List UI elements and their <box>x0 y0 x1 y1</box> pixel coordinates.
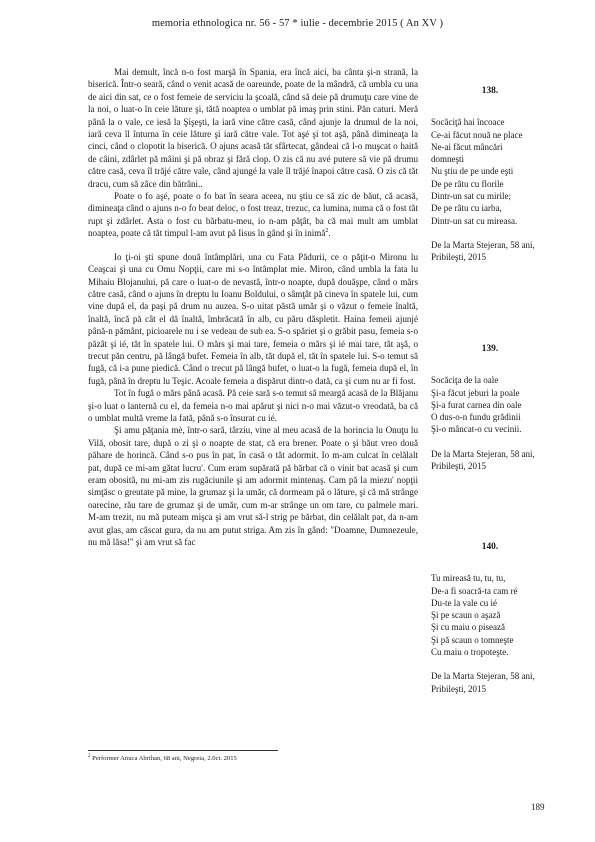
song-source: De la Marta Stejeran, 58 ani, Pribileşti, 2015 <box>431 239 535 263</box>
lyric-line: Tu mireasă tu, tu, tu, <box>431 573 506 584</box>
footnote <box>88 753 418 763</box>
song-source: De la Marta Stejeran, 58 ani, Pribileşti, 2015 <box>431 448 535 472</box>
song-lyrics <box>431 374 549 435</box>
song-number: 140. <box>481 542 499 552</box>
lyric-line: Şi pe scaun o aşază <box>431 610 501 621</box>
lyric-line: Nu ştiu de pe unde eşti <box>431 166 514 177</box>
running-header: memoria ethnologica nr. 56 - 57 * iulie - decembrie 2015 ( An XV ) <box>151 18 444 29</box>
song-139 <box>431 343 549 472</box>
footnote-text: Performer Anuca Abrihan, 68 ani, Negreia, 2.0ct. 2015 <box>92 755 237 763</box>
lyric-line: De-a fi soacră-ta cam ré <box>431 585 518 596</box>
lyric-line: Şi-a făcut jeburi la poale <box>431 387 520 398</box>
lyric-line: O dus-o-n fundu grădinii <box>431 412 521 423</box>
song-140 <box>431 541 549 695</box>
lyric-line: Şi pă scaun o tomneşte <box>431 634 514 645</box>
paragraph: Io ţi-oi şti spune două întâmplări, una cu Fata Pădurii, ce o păţit-o Mironu lu Ceaşcai şi una cu Omu Nopţii, care mi s-o întâmplat mie. Miron, când umbla la fata lu Mihaiu Blojanului, pă care o luat-o de nevastă, într-o noapte, după douăşpe, când o mărs către casă, când o ajuns în dreptu lu Ioanu Boldului, o sâmţât pă cineva în spatele lui, cum vine după el, da paşi pă drum nu auzea. S-o uitat păstă umăr şi o văzut o femeie înaltă, înaltă, încă pă cât el dă înaltă, îmbrăcată în alb, cu păru dăspletit. Haina femeii ajunjé până-n pământ, picioarele nu i se vedeau de sub ea. S-o spăriet şi o grăbit pasu, femeia s-o păzât şi ié, tăt în spatele lui. O mărs şi mai tare, femeia o mărs şi ié mai tare, tăt aşă, o trecut păn centru, pă lângă bufet. Femeia în alb, tăt după el, tăt în spatele lui. S-o temut să fugă, că i-a pune piedică. Când o trecut pă lângă bufet, o luat-o la fugă, femeia după el, în fugă, până în dreptu lu Teşic. Acoale femeia a dispărut dintr-o dată, ca şi cum nu ar fi fost. <box>88 251 418 386</box>
paragraph: Mai demult, încă n-o fost marşă în Spania, era încă aici, ba cânta şi-n strană, la biserică. Într-o seară, când o venit acasă de oareunde, poate de la mândră, că umbla cu una de aici din sat, ce o fost femeie de serviciu la şcoală, când să deie pă drumuţu care vine de la noi, o luat-o în ceie lăture şi, tătă noaptea o umblat pă imaş prin stini. Păn caturi. Meră până la o vale, ce iesă la Şişeşti, la iară vine către casă, când ajunje la drumul de la noi, iară ceva îl înturna în ceie lăture şi iară către vale. Tot aşé şi tot aşă, până dimineaţa la cinci, când o clopotit la biserică. O ajuns acasă tăt sfârtecat, gândeai că l-o muşcat o haită de câini, zdârlet pă mâini şi pă obraz şi fără clop. O zis că nu avé putere să vie pă drumu către casă, ceva îl trăjé către vale, când ajungé la vale îl trăjé înapoi către casă. O zis că tăt dracu, cum să zâce din bătrâni.. <box>88 67 418 189</box>
lyric-line: Şi cu maiu o pisează <box>431 622 505 633</box>
lyric-line: Şi-a furat carnea din oale <box>431 399 522 410</box>
lyric-line: Ce-ai făcut nouă ne place <box>431 129 523 140</box>
lyric-line: domneşti <box>431 154 464 165</box>
paragraph-text: Poate o fo aşé, poate o fo bat în seara aceea, nu ştiu ce să zic de băut, că acasă, dimineaţa când o ajuns n-o fo beat deloc, o fost treaz, trezuc, ca lumina, numa că o fost tăt rupt şi zdârlet. Asta o fost cu bărbatu-meu, io n-am păţât, ba că mai mult am umblat noaptea, poate că tăt timpul l-am avut pă Iisus în gând şi în inimă <box>88 191 418 239</box>
song-lyrics <box>431 572 549 658</box>
song-138 <box>431 85 549 264</box>
song-number: 138. <box>481 86 499 96</box>
lyric-line: Dintr-un sat cu mireasa. <box>431 215 518 226</box>
paragraph: Şi amu păţania mè, într-o sară, târziu, vine al meu acasă de la horincia lu Onuţu lu Vilă, obosit tare, după o zi şi o noapte de stat, că era brener. Poate o şi băut vreo două păhare de horincă. Când s-o pus în pat, în casă o tăt adormit. Io m-am culcat în celălalt pat, după ce mi-am gătat lucru'. Cum eram supărată pă bărbat că o vinit bat acasă şi cum eram obosită, nu mi-am zis rugăciunile şi am adormit mintenaş. Cam pă la miezu' nopţii simţăsc o greutate pă mine, la grumaz şi la umăr, că dormeam pă o lăture, şi că mă strânge oarecine, rău tare de grumaz şi de umăr, cum m-ar strânge un om tare, cu palmele mari. M-am trezit, nu mă puteam mişca şi am vrut să-l strig pe bărbat, din celălalt pat, da n-am avut glas, am căscat gura, da nu am putut striga. Am zis în gând: "Doamne, Dumnezeule, nu mă lăsa!" şi am vrut să fac <box>88 425 418 548</box>
paragraph: Tot în fugă o mărs până acasă. Pă ceie sară s-o temut să meargă acasă de la Blăjanu şi-o luat o lanternă cu el, da femeia n-o mai apărut şi nici n-o mai văzut-o vreodată, ba că o umblat multă vreme la fată, până s-o însurat cu ié. <box>88 388 418 423</box>
lyric-line: Dintr-un sat cu mirile; <box>431 191 512 202</box>
paragraph: Poate o fo aşé, poate o fo bat în seara aceea, nu ştiu ce să zic de băut, că acasă, dimineaţa când o ajuns n-o fo beat deloc, o fost treaz, trezuc, ca lumina, numa că o fost tăt rupt şi zdârlet. Asta o fost cu bărbatu-meu, io n-am păţât, ba că mai mult am umblat noaptea, poate că tăt timpul l-am avut pă Iisus în gând şi în inimă$^2$. <box>88 191 418 239</box>
song-lyrics <box>431 116 549 227</box>
lyric-line: Şi-o mâncat-o cu vecinii. <box>431 424 522 435</box>
lyric-line: Socăciţă hai încoace <box>431 117 505 128</box>
main-text <box>88 66 418 548</box>
footnote-mark: 2 <box>88 754 91 759</box>
lyric-line: De pe râtu cu florile <box>431 178 504 189</box>
song-number: 139. <box>481 344 499 354</box>
lyric-line: Cu maiu o tropoteşte. <box>431 647 509 658</box>
lyric-line: Ne-ai făcut mâncări <box>431 141 503 152</box>
lyric-line: Socăciţa de la oale <box>431 375 499 386</box>
lyric-line: Du-te la vale cu ié <box>431 597 497 608</box>
song-source: De la Marta Stejeran, 58 ani, Pribileşti, 2015 <box>431 671 535 694</box>
lyric-line: De pe râtu cu iarba, <box>431 203 502 214</box>
page-number: 189 <box>531 802 545 812</box>
footnote-ref[interactable]: 2 <box>325 228 329 235</box>
footnote-divider <box>88 750 278 751</box>
